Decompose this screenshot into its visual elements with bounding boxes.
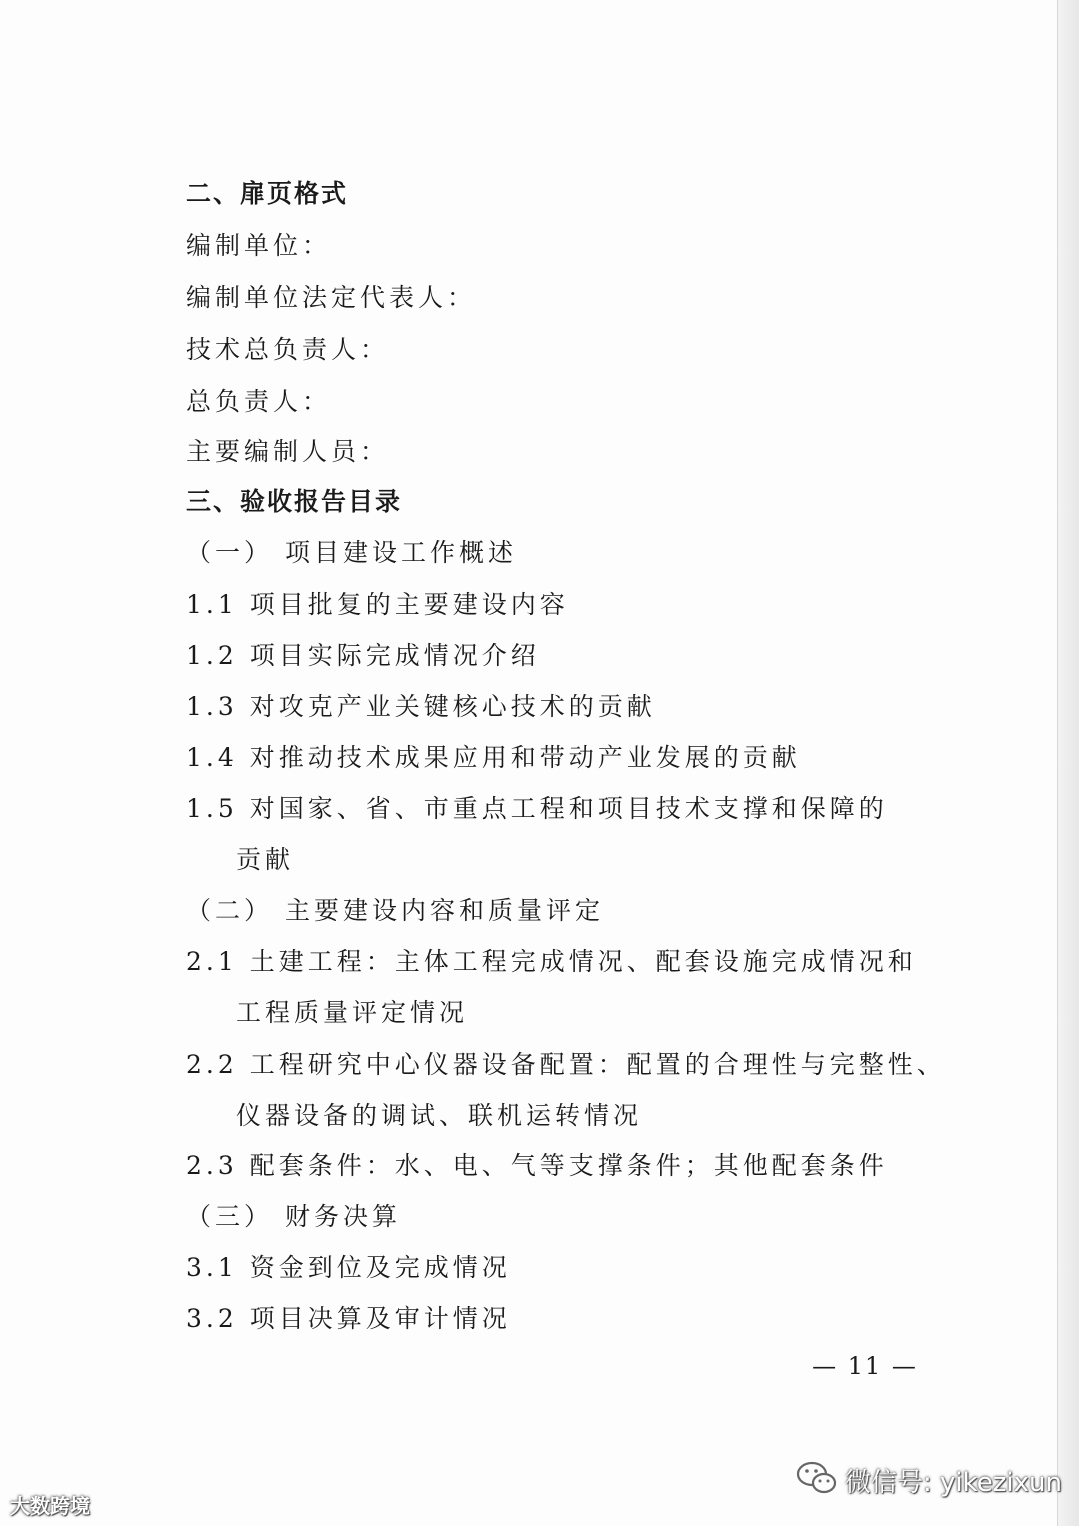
wechat-icon — [795, 1458, 839, 1498]
toc-entry — [186, 640, 910, 672]
page-edge — [1057, 0, 1079, 1526]
toc-leader — [531, 1252, 910, 1284]
toc-leader — [676, 691, 910, 723]
toc-entry-text: 3.1 资金到位及完成情况 — [186, 1253, 511, 1282]
field-compiling-unit: 编制单位： — [186, 231, 332, 260]
toc-entry-text: 工程质量评定情况 — [236, 998, 469, 1027]
field-main-compilers: 主要编制人员： — [186, 437, 390, 466]
toc-entry-text: 1.1 项目批复的主要建设内容 — [186, 590, 569, 619]
toc-leader — [589, 589, 910, 621]
toc-entry — [236, 844, 910, 876]
toc-entry — [186, 1201, 910, 1233]
toc-entry — [236, 1100, 910, 1132]
watermark-right: 微信号: yikezixun — [845, 1468, 1062, 1498]
toc-entry — [186, 691, 910, 723]
toc-entry-text: （三） 财务决算 — [186, 1202, 401, 1231]
toc-entry-text: （二） 主要建设内容和质量评定 — [186, 896, 604, 925]
toc-entry — [186, 1303, 910, 1335]
field-legal-representative: 编制单位法定代表人： — [186, 283, 477, 312]
toc-entry-text: 2.1 土建工程：主体工程完成情况、配套设施完成情况和 — [186, 947, 917, 976]
field-chief: 总负责人： — [186, 387, 332, 416]
toc-leader — [624, 895, 910, 927]
toc-leader — [314, 844, 910, 876]
toc-entry-text: 仪器设备的调试、联机运转情况 — [236, 1101, 643, 1130]
field-technical-chief: 技术总负责人： — [186, 335, 390, 364]
toc-entry-text: 贡献 — [236, 845, 295, 874]
toc-leader — [821, 742, 910, 774]
toc-entry — [186, 742, 910, 774]
heading-title-page: 二、扉页格式 — [186, 179, 349, 208]
toc-entry-text: 2.3 配套条件：水、电、气等支撑条件；其他配套条件 — [186, 1151, 888, 1180]
toc-entry — [186, 1150, 910, 1182]
toc-entry — [186, 537, 910, 569]
watermark-left: 大数跨境 — [10, 1494, 90, 1518]
toc-leader — [560, 640, 910, 672]
toc-leader — [421, 1201, 910, 1233]
toc-entry-text: 1.4 对推动技术成果应用和带动产业发展的贡献 — [186, 743, 801, 772]
heading-toc: 三、验收报告目录 — [186, 487, 403, 516]
toc-entry — [186, 895, 910, 927]
toc-entry-text: 1.3 对攻克产业关键核心技术的贡献 — [186, 692, 656, 721]
toc-leader — [662, 1100, 910, 1132]
toc-entry-text: 2.2 工程研究中心仪器设备配置：配置的合理性与完整性、 — [186, 1050, 946, 1079]
toc-leader — [531, 1303, 910, 1335]
toc-entry-text: 1.2 项目实际完成情况介绍 — [186, 641, 540, 670]
toc-entry-text: （一） 项目建设工作概述 — [186, 538, 517, 567]
toc-entry-text: 1.5 对国家、省、市重点工程和项目技术支撑和保障的 — [186, 794, 888, 823]
toc-entry-text: 3.2 项目决算及审计情况 — [186, 1304, 511, 1333]
toc-leader — [908, 1150, 910, 1182]
toc-leader — [537, 537, 910, 569]
toc-entry — [186, 1252, 910, 1284]
page-number: — 11 — — [812, 1352, 918, 1380]
toc-entry — [186, 589, 910, 621]
